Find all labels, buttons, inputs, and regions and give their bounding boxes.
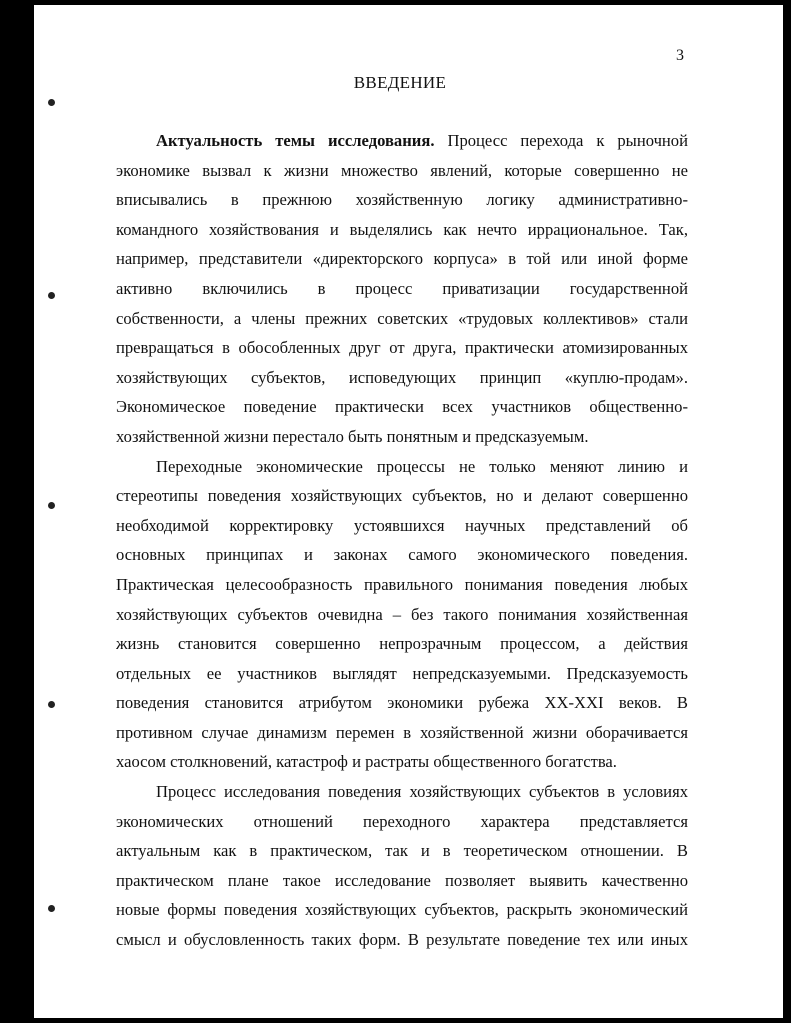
- lead-phrase: Актуальность темы исследования.: [156, 131, 435, 150]
- page-title: ВВЕДЕНИЕ: [353, 73, 447, 92]
- text-line: хозяйствующих субъектов очевидна – без такого понимания хозяйственная: [116, 604, 688, 624]
- text-line: новые формы поведения хозяйствующих субъектов, раскрыть экономический: [116, 900, 688, 920]
- punch-hole-mark: [48, 701, 55, 708]
- text-line: необходимой корректировку устоявшихся научных представлений об: [116, 515, 688, 535]
- text-line: поведения становится атрибутом экономики рубежа XX-XXI веков. В: [116, 693, 688, 713]
- text-line: Практическая целесообразность правильного понимания поведения любых: [116, 574, 688, 594]
- text-line: Процесс исследования поведения хозяйствующих субъектов в условиях: [156, 782, 688, 802]
- text-line: экономике вызвал к жизни множество явлений, которые совершенно не: [116, 160, 688, 180]
- text-line: практическом плане такое исследование позволяет выявить качественно: [116, 870, 688, 890]
- text-line: противном случае динамизм перемен в хозяйственной жизни оборачивается: [116, 722, 688, 742]
- text-line: превращаться в обособленных друг от друга, практически атомизированных: [116, 338, 688, 358]
- text-line: собственности, а члены прежних советских «трудовых коллективов» стали: [116, 308, 688, 328]
- paragraph: [116, 452, 688, 778]
- punch-hole-mark: [48, 502, 55, 509]
- text-line: хозяйствующих субъектов, исповедующих принцип «куплю-продам».: [116, 367, 688, 387]
- text-line: смысл и обусловленность таких форм. В результате поведение тех или иных: [116, 930, 688, 950]
- text-line: стереотипы поведения хозяйствующих субъектов, но и делают совершенно: [116, 486, 688, 506]
- text-line: отдельных ее участников выглядят непредсказуемыми. Предсказуемость: [116, 663, 688, 683]
- paragraph: [116, 126, 688, 452]
- scan-border-bottom: [0, 1018, 791, 1023]
- text-line: Переходные экономические процессы не только меняют линию и: [156, 456, 688, 476]
- scan-border-left: [0, 0, 34, 1023]
- text-line: например, представители «директорского корпуса» в той или иной форме: [116, 249, 688, 269]
- document-body: [116, 126, 688, 955]
- punch-hole-mark: [48, 292, 55, 299]
- text-line: Актуальность темы исследования. Процесс перехода к рыночной: [156, 131, 688, 150]
- text-line: основных принципах и законах самого экономического поведения.: [116, 545, 688, 565]
- scan-border-top: [0, 0, 791, 5]
- punch-hole-mark: [48, 99, 55, 106]
- text-line: жизнь становится совершенно непрозрачным процессом, а действия: [116, 634, 688, 654]
- text-line: командного хозяйствования и выделялись как нечто иррациональное. Так,: [116, 219, 688, 239]
- text-line: экономических отношений переходного характера представляется: [116, 811, 688, 831]
- text-line: активно включились в процесс приватизации государственной: [116, 278, 688, 298]
- paragraph: [116, 777, 688, 955]
- page-number: 3: [676, 47, 684, 64]
- punch-hole-mark: [48, 905, 55, 912]
- text-line: хозяйственной жизни перестало быть понятным и предсказуемым.: [116, 426, 589, 446]
- text-line: хаосом столкновений, катастроф и растраты общественного богатства.: [116, 752, 617, 772]
- text-line: актуальным как в практическом, так и в теоретическом отношении. В: [116, 841, 688, 861]
- text-line: Экономическое поведение практически всех участников общественно-: [116, 397, 688, 417]
- scan-border-right: [783, 0, 791, 1023]
- text-line: вписывались в прежнюю хозяйственную логику административно-: [116, 190, 688, 210]
